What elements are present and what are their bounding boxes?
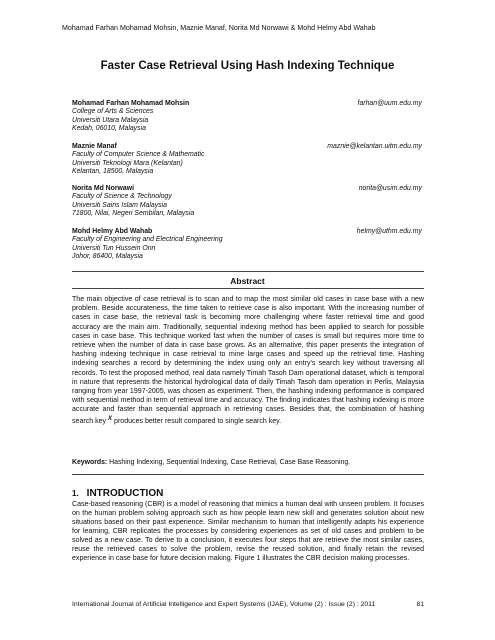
author-affiliation: Kedah, 06010, Malaysia: [72, 125, 146, 133]
author-affiliation: Kelantan, 18500, Malaysia: [72, 168, 154, 176]
author-affiliation: Faculty of Engineering and Electrical Engineering: [72, 236, 223, 244]
author-affiliation: Universiti Tun Hussein Onn: [72, 244, 156, 252]
author-affiliation: College of Arts & Sciences: [72, 108, 154, 116]
introduction-body: Case-based reasoning (CBR) is a model of reasoning that mimics a human deal with unseen problem. It focuses on the human problem solving approach such as how people learn new skill and generates solution about new situations based on their past experience. Similar mechanism to human that intelligently adapts his experience for learning, CBR replicates the processes by considering experiences as set of old cases and problem to be solved as a new case. To derive to a conclusion, it executes four steps that are retrieve the most similar cases, reuse the retrieved cases to solve the problem, revise the reused solution, and finally retain the revised experience in case base for future decision making. Figure 1 illustrates the CBR decision making processes.: [72, 501, 424, 562]
page-footer: [72, 601, 424, 608]
author-affiliation: Johor, 86400, Malaysia: [72, 253, 143, 261]
abstract-text: The main objective of case retrieval is to scan and to map the most similar old cases in case base with a new problem. Beside accurateness, the time taken to retrieve case is also important. With the increasing number of cases in case base, the retrieval task is becoming more challenging where faster retrieval time and good accuracy are the main aim. Traditionally, sequential indexing method has been applied to search for possible cases in case base. This technique worked fast when the number of cases is small but requires more time to retrieve when the number of data in case base grows. As an alternative, this paper presents the integration of hashing indexing technique in case retrieval to mine large cases and speed up the retrieval time. Hashing indexing searches a record by determining the index using only an entry's search key without traversing all records. To test the proposed method, real data namely Timah Tasoh Dam operational dataset, which is temporal in nature that represents the historical hydrological data of daily Timah Tasoh dam operation in Perlis, Malaysia ranging from year 1997-2005, was chosen as experiment. Then, the hashing indexing performance is compared with sequential method in term of retrieval time and accuracy. The finding indicates that hashing indexing is more accurate and faster than sequential approach in retrieving cases. Besides that, the combination of hashing search key: [72, 296, 424, 425]
abstract-body: [72, 295, 424, 426]
author-affiliation: Universiti Utara Malaysia: [72, 116, 149, 124]
abstract-text-tail: produces better result compared to single search key.: [112, 417, 282, 425]
author-name: Mohamad Farhan Mohamad Mohsin: [72, 100, 190, 107]
search-key-symbol: X: [108, 415, 113, 422]
keywords-label: Keywords:: [72, 459, 108, 466]
author-affiliation: Faculty of Computer Science & Mathematic: [72, 151, 205, 159]
keywords: [72, 459, 424, 466]
author-email: farhan@uum.edu.my: [357, 100, 422, 107]
author-affiliation: Universiti Sains Islam Malaysia: [72, 201, 167, 209]
author-block: [72, 143, 422, 177]
author-block: [72, 100, 422, 134]
author-email: maznie@kelantan.uitm.edu.my: [327, 143, 422, 150]
author-block: [72, 228, 422, 262]
journal-citation: International Journal of Artificial Intelligence and Expert Systems (IJAE), Volume (2) : Issue (2) : 2011: [72, 601, 376, 608]
page-number: 81: [416, 601, 424, 608]
author-affiliation: 71800, Nilai, Negeri Sembilan, Malaysia: [72, 210, 195, 218]
section-number: 1.: [72, 489, 79, 498]
author-affiliation: Universiti Teknologi Mara (Kelantan): [72, 159, 183, 167]
author-affiliation: Faculty of Science & Technology: [72, 193, 172, 201]
author-block: [72, 185, 422, 219]
section-heading: [72, 488, 163, 499]
divider: [72, 271, 424, 272]
keywords-text: Hashing Indexing, Sequential Indexing, Case Retrieval, Case Base Reasoning.: [107, 459, 351, 466]
running-head: Mohamad Farhan Mohamad Mohsin, Maznie Manaf, Norita Md Norwawi & Mohd Helmy Abd Wahab: [62, 24, 376, 32]
abstract-heading: Abstract: [230, 276, 265, 286]
author-name: Norita Md Norwawi: [72, 185, 135, 192]
section-title: INTRODUCTION: [86, 488, 164, 499]
author-name: Maznie Manaf: [72, 143, 117, 150]
divider: [72, 474, 424, 475]
author-email: norita@usim.edu.my: [358, 185, 422, 192]
author-email: helmy@uthm.edu.my: [356, 228, 422, 235]
divider: [72, 288, 424, 289]
author-name: Mohd Helmy Abd Wahab: [72, 228, 153, 235]
paper-title: Faster Case Retrieval Using Hash Indexing Technique: [100, 60, 395, 72]
